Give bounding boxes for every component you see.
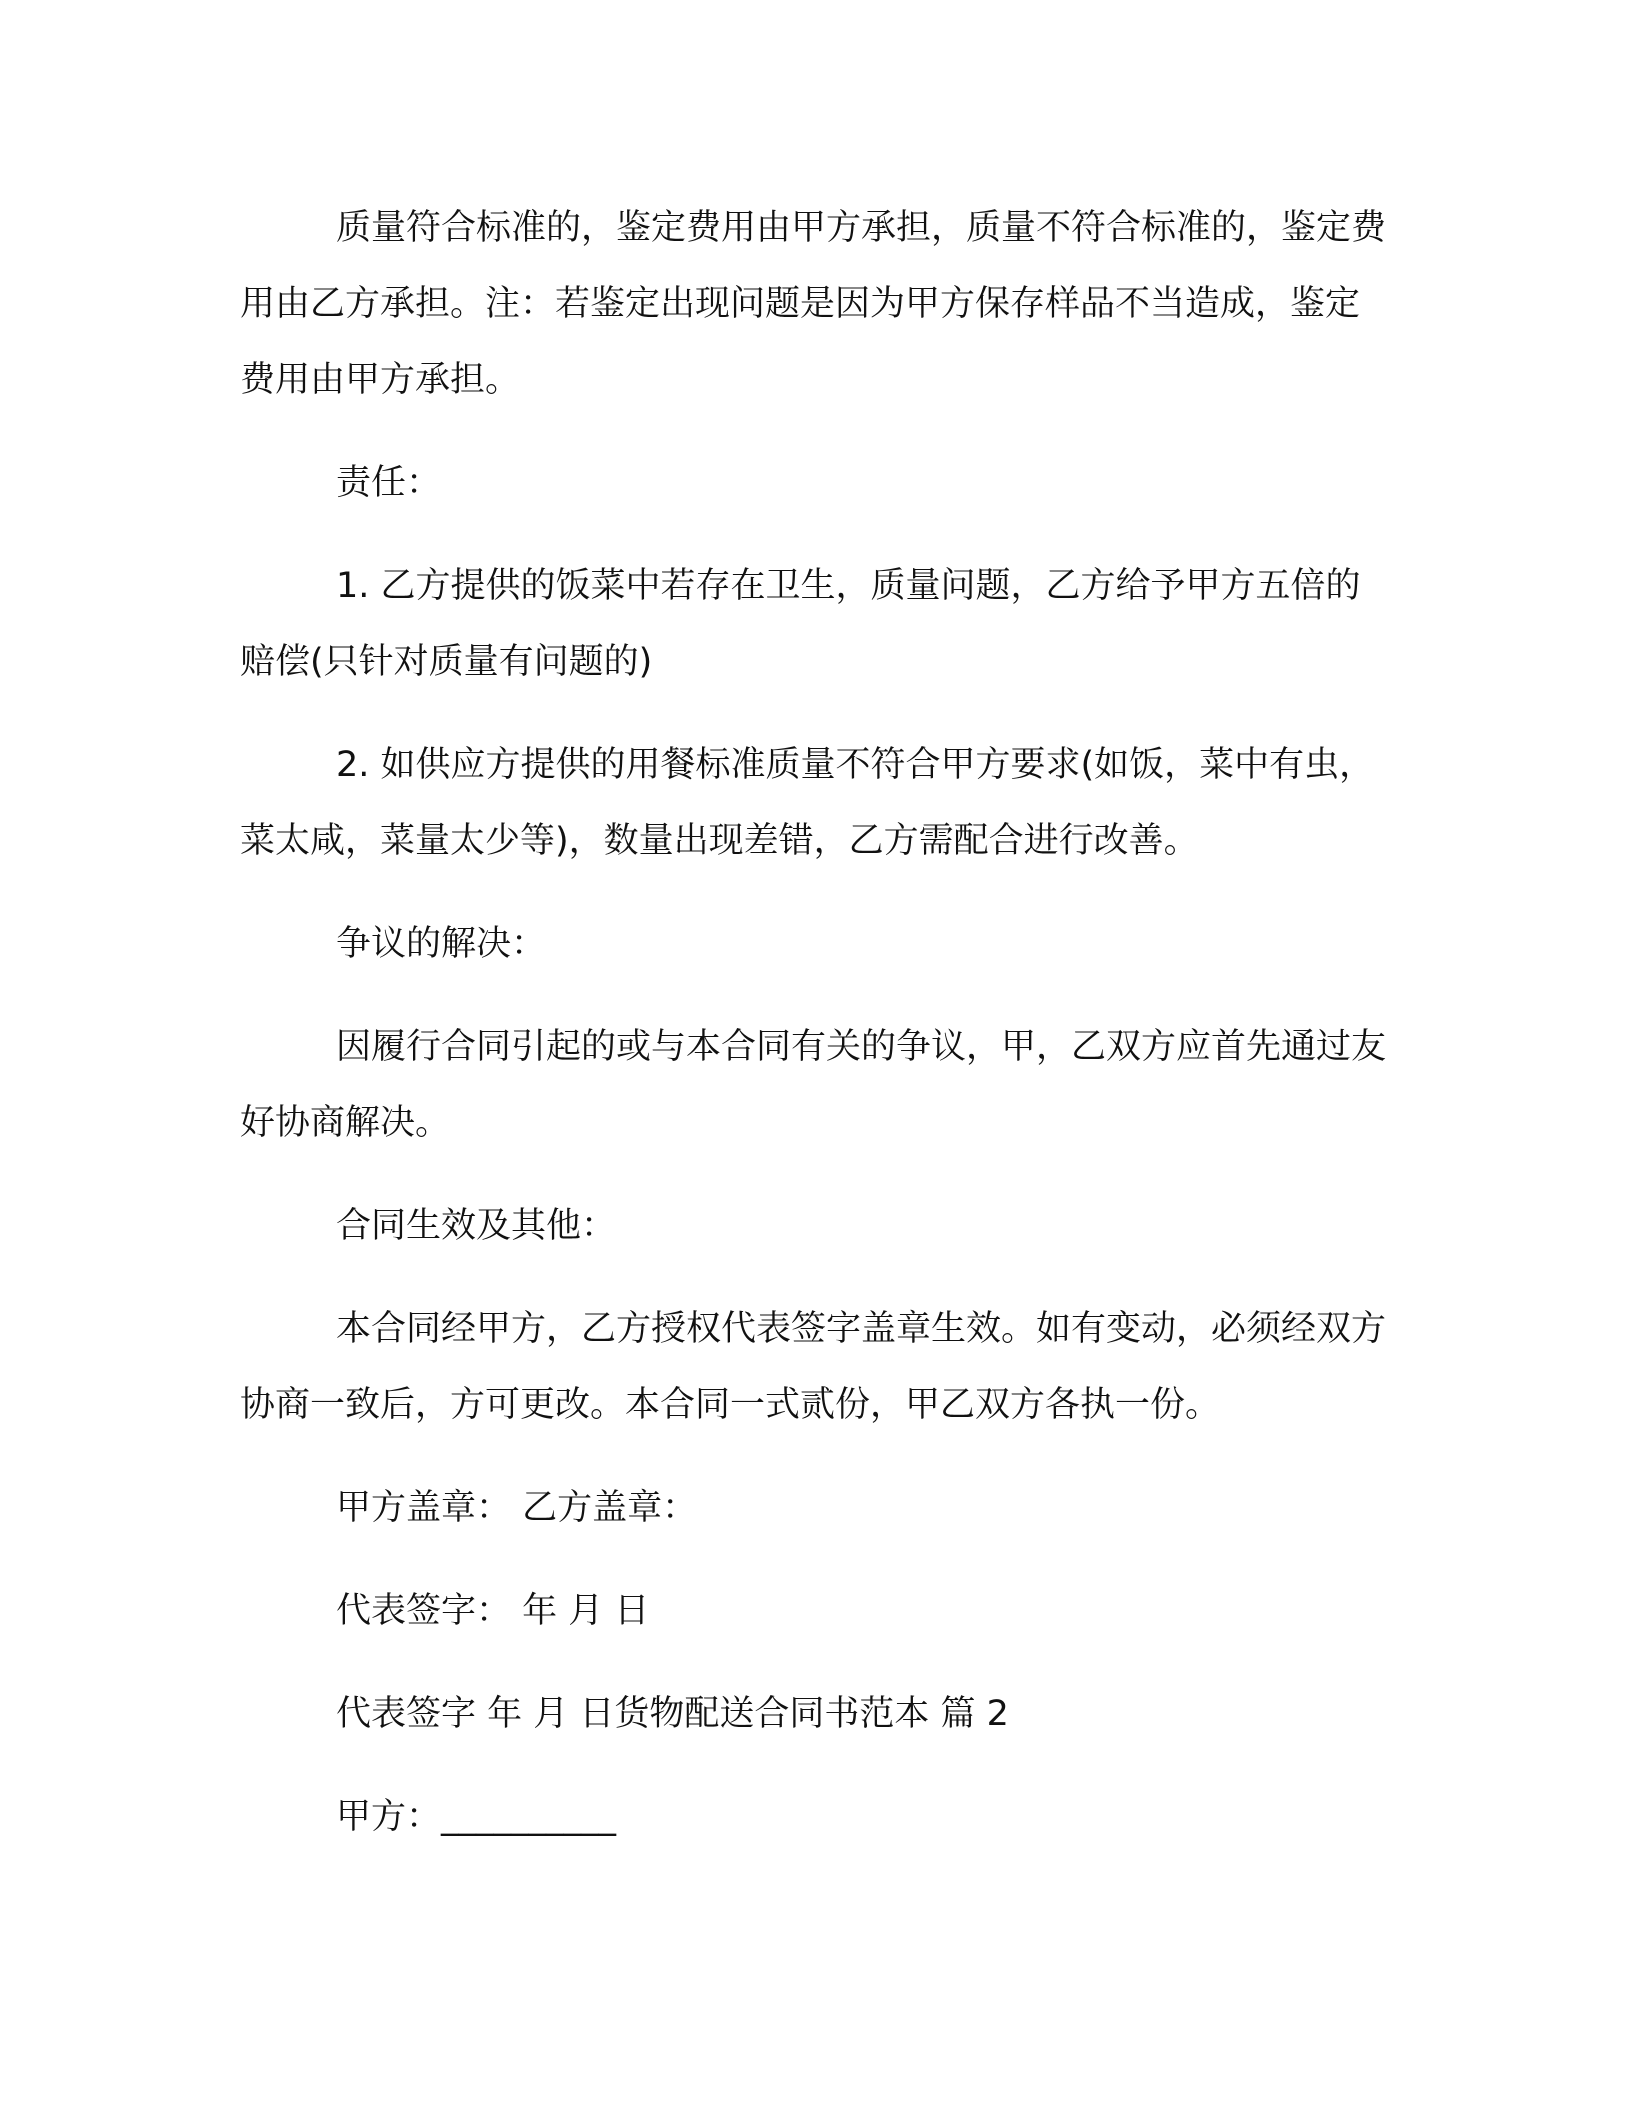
section-title-line: 代表签字 年 月 日货物配送合同书范本 篇 2 [336,1694,1009,1734]
paragraph-dispute-resolution: 因履行合同引起的或与本合同有关的争议，甲，乙双方应首先通过友好协商解决。 [240,1027,1387,1143]
heading-dispute-resolution: 争议的解决： [336,924,547,964]
document-body [240,190,1390,1882]
party-a-line: 甲方：__________ [336,1797,617,1837]
paragraph-contract-effect: 本合同经甲方，乙方授权代表签字盖章生效。如有变动，必须经双方协商一致后，方可更改。本合同一式贰份，甲乙双方各执一份。 [240,1309,1387,1425]
seal-line: 甲方盖章： 乙方盖章： [336,1488,698,1528]
paragraph-liability-1: 1. 乙方提供的饭菜中若存在卫生，质量问题，乙方给予甲方五倍的赔偿(只针对质量有问题的) [240,566,1361,682]
heading-contract-effect: 合同生效及其他： [336,1206,617,1246]
paragraph-appraisal-fee: 质量符合标准的，鉴定费用由甲方承担，质量不符合标准的，鉴定费用由乙方承担。注：若鉴定出现问题是因为甲方保存样品不当造成，鉴定费用由甲方承担。 [240,208,1387,400]
signature-date-line: 代表签字： 年 月 日 [336,1591,650,1631]
paragraph-liability-2: 2. 如供应方提供的用餐标准质量不符合甲方要求(如饭，菜中有虫，菜太咸，菜量太少等)，数量出现差错，乙方需配合进行改善。 [240,745,1375,861]
heading-liability: 责任： [336,463,442,503]
